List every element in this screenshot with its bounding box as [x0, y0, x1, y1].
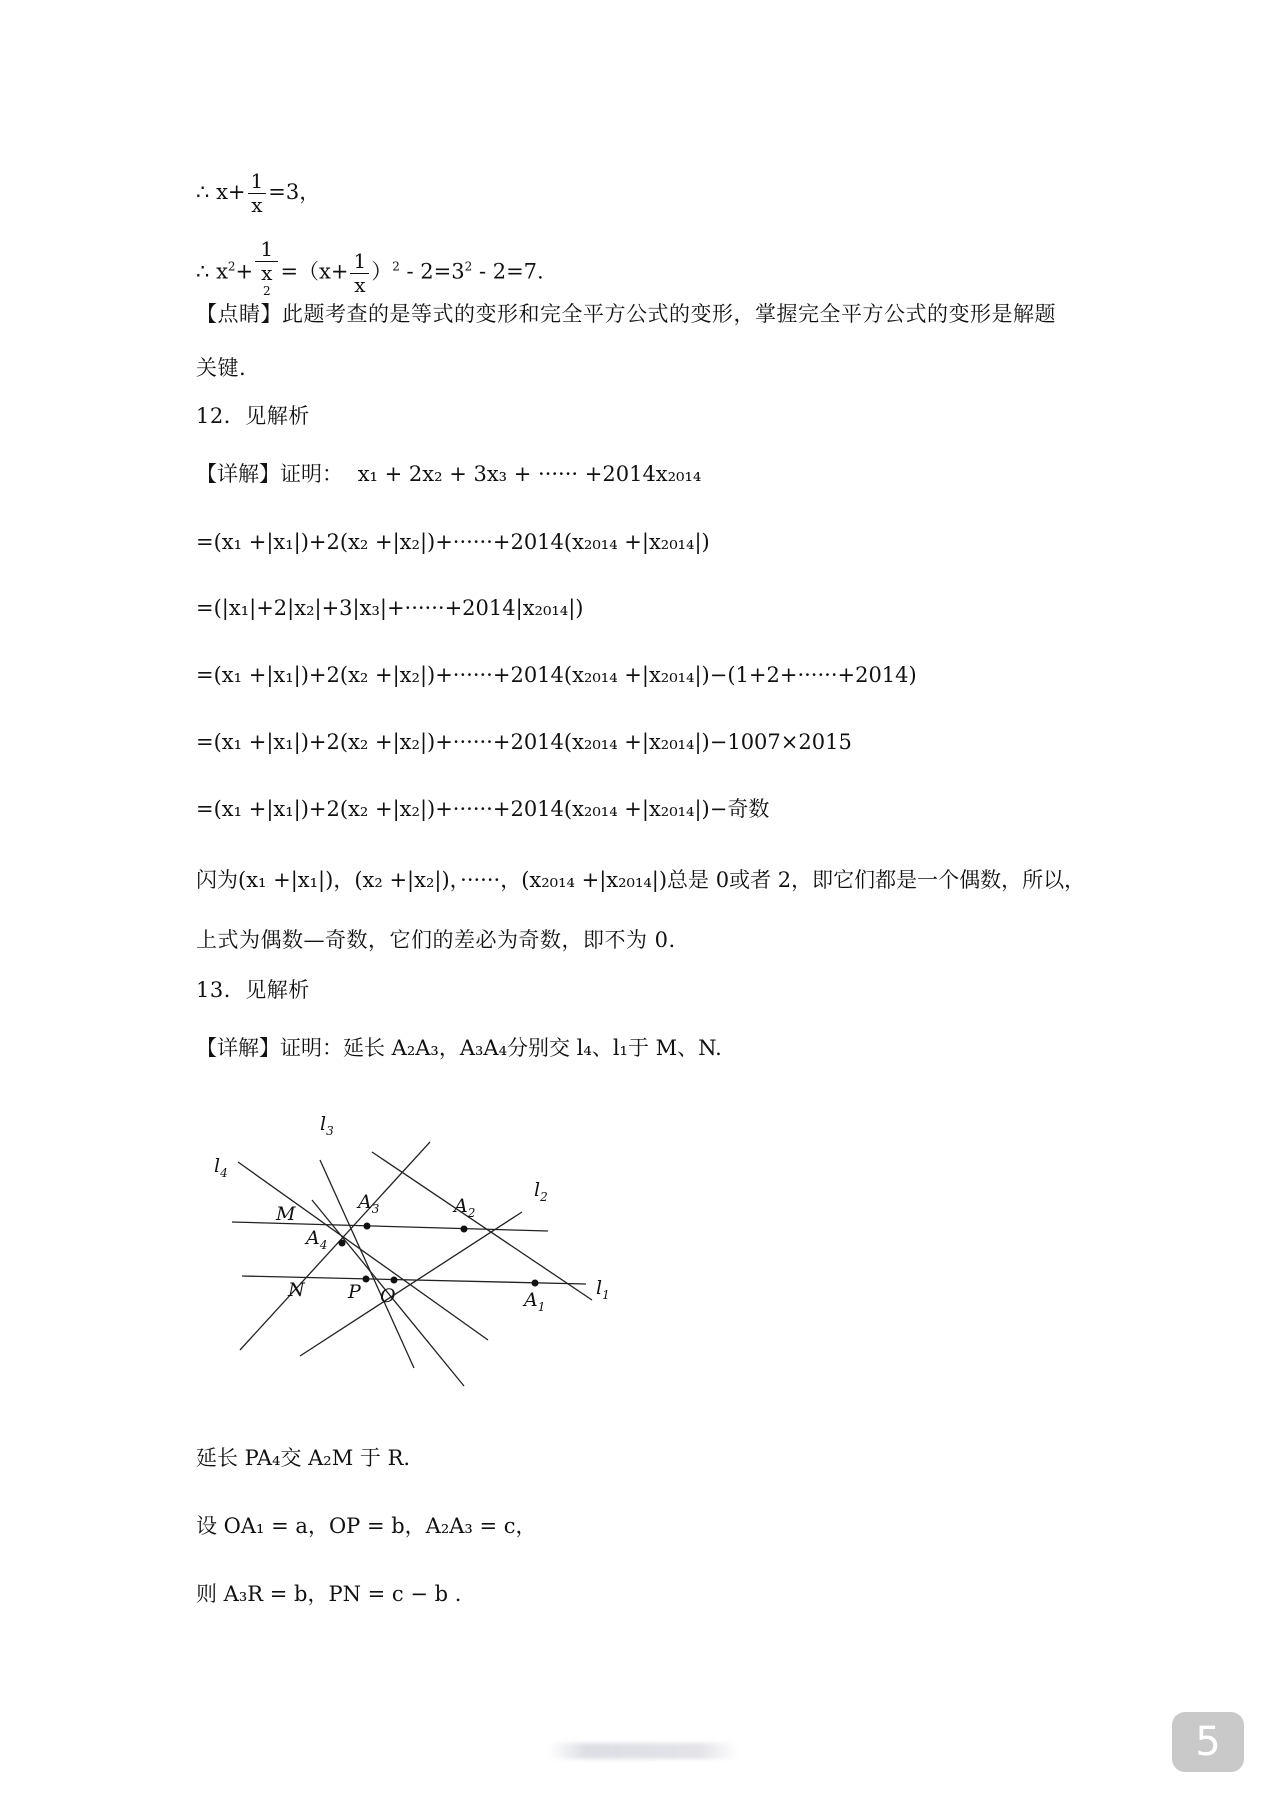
- eq2-close: ）: [371, 259, 393, 284]
- q13-line-2: 设 OA₁ = a，OP = b，A₂A₃ = c，: [196, 1514, 537, 1538]
- therefore-symbol: ∴: [196, 259, 210, 284]
- point-A4: [339, 1240, 346, 1247]
- frac-den-x: x: [261, 261, 273, 285]
- dianjing-line-1: 【点睛】此题考查的是等式的变形和完全平方公式的变形，掌握完全平方公式的变形是解题: [196, 302, 1056, 326]
- frac-den: x: [251, 193, 263, 217]
- label-P: P: [348, 1281, 361, 1303]
- eq2-sq3: 2: [464, 259, 473, 274]
- q12-detail-label: 【详解】证明：: [196, 462, 343, 486]
- q12-expr-3: =(x₁ +|x₁|)+2(x₂ +|x₂|)+······+2014(x₂₀₁₄ +|x₂₀₁₄|)−(1+2+······+2014): [196, 663, 917, 687]
- q13-line-1: 延长 PA₄交 A₂M 于 R.: [196, 1446, 411, 1470]
- line-l4: [240, 1142, 430, 1350]
- q12-expr-4: =(x₁ +|x₁|)+2(x₂ +|x₂|)+······+2014(x₂₀₁₄ +|x₂₀₁₄|)−1007×2015: [196, 730, 852, 754]
- q12-expr-1: =(x₁ +|x₁|)+2(x₂ +|x₂|)+······+2014(x₂₀₁₄ +|x₂₀₁₄|): [196, 530, 710, 554]
- point-P: [363, 1276, 370, 1283]
- frac-num: 1: [255, 238, 278, 262]
- fraction-1-over-x2: [255, 238, 278, 308]
- geometry-figure: [200, 1100, 640, 1400]
- q12-title: 12．见解析: [196, 404, 310, 428]
- frac-den-sq: 2: [262, 284, 271, 298]
- eq-line-2: ∴ $x^2+$ 1 x $^2$ =（x+ $\frac{1}{x}$ ）$^2 - 2=3^2 - 2=7$.: [196, 238, 544, 308]
- fraction-1-over-x-b: [350, 250, 369, 297]
- watermark-smudge: [548, 1743, 738, 1759]
- q12-reason-line-2: 上式为偶数—奇数，它们的差必为奇数，即不为 0.: [196, 928, 676, 952]
- label-N: N: [288, 1279, 305, 1301]
- eq-line-1: [196, 170, 320, 217]
- label-O: O: [380, 1285, 396, 1307]
- eq2-eq: =（x+: [280, 259, 349, 284]
- q13-title: 13．见解析: [196, 978, 310, 1002]
- label-A4: $A_4$: [306, 1227, 328, 1252]
- eq2-sq: 2: [227, 259, 236, 274]
- label-l4: $l_4$: [214, 1155, 228, 1180]
- point-A2: [461, 1226, 468, 1233]
- frac-den: x: [354, 272, 366, 297]
- page-number-badge: 5: [1172, 1712, 1244, 1772]
- label-A1: $A_1$: [524, 1289, 546, 1314]
- frac-num: 1: [350, 250, 369, 274]
- point-A3: [364, 1223, 371, 1230]
- eq2-x: x: [216, 259, 228, 284]
- q13-detail: 【详解】证明：延长 A₂A₃，A₃A₄分别交 l₄、l₁于 M、N.: [196, 1036, 722, 1060]
- line-l2: [300, 1212, 522, 1356]
- label-l1: $l_1$: [596, 1277, 610, 1302]
- therefore-symbol: ∴: [196, 180, 210, 204]
- frac-num: 1: [248, 170, 267, 194]
- q13-line-3: 则 A₃R = b，PN = c − b .: [196, 1582, 462, 1606]
- eq1-lhs: x+: [216, 180, 246, 204]
- label-A3: $A_3$: [358, 1191, 380, 1216]
- line-l4-full: [238, 1162, 488, 1340]
- q12-expr-5: =(x₁ +|x₁|)+2(x₂ +|x₂|)+······+2014(x₂₀₁₄ +|x₂₀₁₄|)−奇数: [196, 797, 770, 821]
- eq1-rhs: =3，: [268, 180, 321, 204]
- fraction-1-over-x: [248, 170, 267, 217]
- line-A2-A1: [372, 1152, 592, 1300]
- q12-expr-0: x₁ + 2x₂ + 3x₃ + ······ +2014x₂₀₁₄: [357, 462, 702, 486]
- point-A1: [532, 1280, 539, 1287]
- eq2-plus: +: [235, 259, 254, 284]
- label-l2: $l_2$: [534, 1179, 548, 1204]
- eq2-rest2: - 2=7.: [472, 259, 544, 284]
- q12-detail-line: [196, 464, 701, 485]
- dianjing-line-2: 关键.: [196, 356, 247, 380]
- label-M: M: [276, 1203, 296, 1225]
- label-l3: $l_3$: [320, 1113, 334, 1138]
- q12-expr-2: =(|x₁|+2|x₂|+3|x₃|+······+2014|x₂₀₁₄|): [196, 596, 584, 620]
- q12-reason-line-1: 闪为(x₁ +|x₁|)，(x₂ +|x₂|)，······，(x₂₀₁₄ +|x₂₀₁₄|)总是 0或者 2，即它们都是一个偶数，所以，: [196, 868, 1086, 892]
- eq2-rest: - 2=3: [399, 259, 465, 284]
- point-O: [391, 1277, 398, 1284]
- label-A2: $A_2$: [454, 1195, 476, 1220]
